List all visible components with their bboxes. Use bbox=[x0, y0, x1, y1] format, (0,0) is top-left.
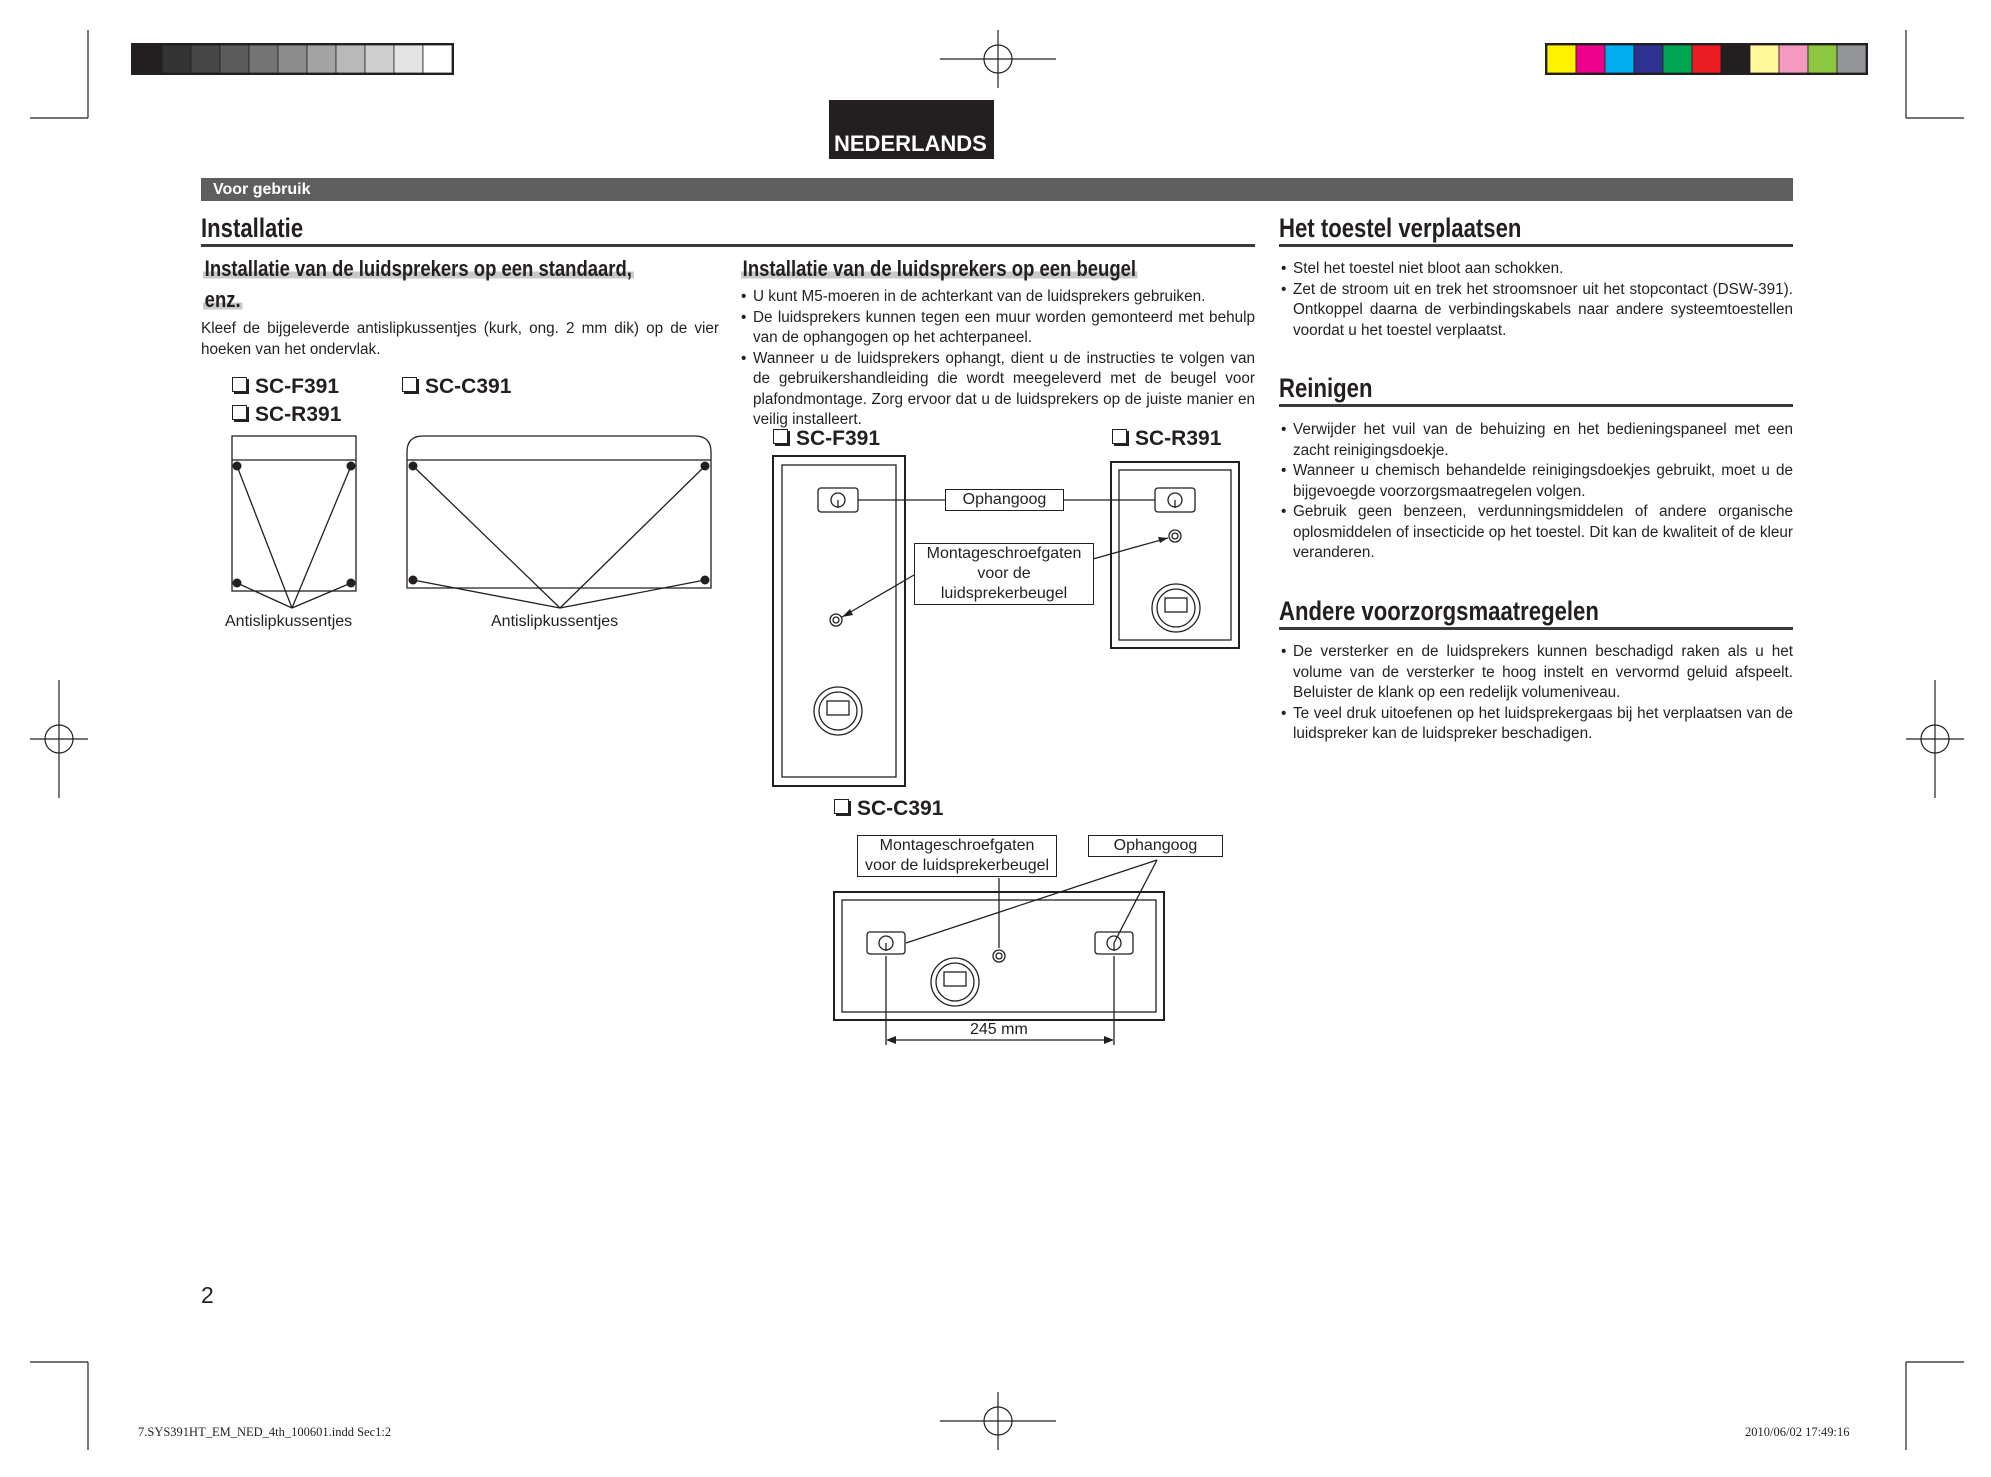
reinigen-bullet-3: • Gebruik geen benzeen, verdunningsmiddelen of andere organische oplosmiddelen of insecticide op het toestel. Dit kan de kwaliteit of de kleur veranderen. bbox=[1281, 502, 1793, 564]
verplaatsen-bullet-1: • Stel het toestel niet bloot aan schokken. bbox=[1281, 259, 1793, 280]
stand-heading-line2: enz. bbox=[204, 287, 241, 312]
label-c-montage-line2: voor de luidsprekerbeugel bbox=[864, 857, 1050, 874]
label-montage-line1: Montageschroefgaten bbox=[926, 545, 1082, 562]
reinigen-rule bbox=[1279, 404, 1793, 407]
page-number: 2 bbox=[201, 1282, 214, 1308]
reinigen-bullets bbox=[1281, 420, 1793, 564]
bracket-model-c: SC-C391 bbox=[834, 797, 943, 821]
bracket-heading-text: Installatie van de luidsprekers op een beugel bbox=[742, 256, 1137, 281]
footer-timestamp: 2010/06/02 17:49:16 bbox=[1745, 1425, 1850, 1439]
reinigen-bullet-1: • Verwijder het vuil van de behuizing en het bedieningspaneel met een zacht reinigingsdoekje. bbox=[1281, 420, 1793, 461]
reinigen-title: Reinigen bbox=[1279, 373, 1373, 403]
section-bar-label: Voor gebruik bbox=[213, 181, 311, 198]
bracket-model-f: SC-F391 bbox=[773, 427, 880, 451]
stand-heading-line1: Installatie van de luidsprekers op een standaard, bbox=[204, 256, 632, 281]
andere-bullet-2: • Te veel druk uitoefenen op het luidsprekergaas bij het verplaatsen van de luidspreker kan de luidspreker beschadigen. bbox=[1281, 704, 1793, 745]
label-montage-line3: luidsprekerbeugel bbox=[940, 585, 1068, 602]
verplaatsen-bullets bbox=[1281, 259, 1793, 341]
stand-model-r: SC-R391 bbox=[232, 403, 341, 427]
bracket-bullet-3: • Wanneer u de luidsprekers ophangt, dient u de instructies te volgen van de gebruikershandleiding die wordt meegeleverd met de beugel voor plafondmontage. Zorg ervoor dat u de luidsprekers op de juiste manier en veilig installeert. bbox=[741, 349, 1255, 431]
stand-text: Kleef de bijgeleverde antislipkussentjes (kurk, ong. 2 mm dik) op de vier hoeken van het ondervlak. bbox=[201, 320, 719, 358]
label-montage bbox=[914, 543, 1094, 605]
label-c-montage-line1: Montageschroefgaten bbox=[879, 837, 1035, 854]
reinigen-bullet-2: • Wanneer u chemisch behandelde reinigingsdoekjes gebruikt, moet u de bijgevoegde voorzorgsmaatregelen volgen. bbox=[1281, 461, 1793, 502]
verplaatsen-title: Het toestel verplaatsen bbox=[1279, 213, 1522, 243]
label-c-montage bbox=[857, 835, 1057, 877]
stand-label-right: Antislipkussentjes bbox=[491, 613, 619, 630]
andere-bullets bbox=[1281, 642, 1793, 745]
dimension-label: 245 mm bbox=[970, 1021, 1028, 1038]
andere-title: Andere voorzorgsmaatregelen bbox=[1279, 596, 1599, 626]
bracket-model-r: SC-R391 bbox=[1112, 427, 1221, 451]
label-montage-line2: voor de bbox=[977, 565, 1031, 582]
andere-bullet-1: • De versterker en de luidsprekers kunnen beschadigd raken als u het volume van de versterker te hoog instelt en vervormd geluid afspeelt. Beluister de klank op een redelijk volumeniveau. bbox=[1281, 642, 1793, 704]
stand-model-f: SC-F391 bbox=[232, 375, 339, 399]
andere-rule bbox=[1279, 627, 1793, 630]
verplaatsen-bullet-2: • Zet de stroom uit en trek het stroomsnoer uit het stopcontact (DSW-391). Ontkoppel daarna de verbindingskabels naar andere systeemtoestellen voordat u het toestel verplaatst. bbox=[1281, 280, 1793, 342]
bracket-bullet-2: • De luidsprekers kunnen tegen een muur worden gemonteerd met behulp van de ophangogen op het achterpaneel. bbox=[741, 308, 1255, 349]
bracket-bullet-1: • U kunt M5-moeren in de achterkant van de luidsprekers gebruiken. bbox=[741, 287, 1255, 308]
footer-file-info: 7.SYS391HT_EM_NED_4th_100601.indd Sec1:2 bbox=[138, 1425, 392, 1439]
label-c-ophangoog: Ophangoog bbox=[1088, 835, 1223, 857]
verplaatsen-rule bbox=[1279, 244, 1793, 247]
installatie-title: Installatie bbox=[201, 213, 304, 243]
language-tab-label: NEDERLANDS bbox=[834, 131, 987, 156]
stand-model-c: SC-C391 bbox=[402, 375, 511, 399]
label-ophangoog: Ophangoog bbox=[945, 489, 1064, 511]
stand-label-left: Antislipkussentjes bbox=[225, 613, 353, 630]
